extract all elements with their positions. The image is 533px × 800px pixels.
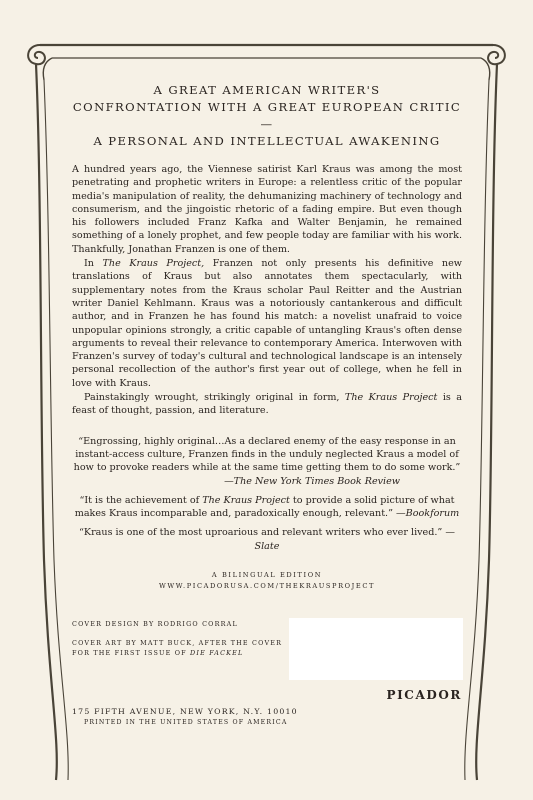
quote-slate: “Kraus is one of the most uproarious and relevant writers who ever lived.” —Slate	[79, 527, 455, 552]
frame-right-scroll	[488, 45, 505, 64]
back-cover-content	[72, 82, 462, 592]
book-title: The Kraus Project,	[102, 258, 205, 270]
quote-nyt: “Engrossing, highly original…As a declared enemy of the easy response in an instant-access culture, Franzen finds in the unduly neglected Kraus a model of how to provoke readers while at the same time getting them to do some work.” —The New York Times Book Review	[73, 435, 461, 487]
publisher-address: 175 FIFTH AVENUE, NEW YORK, N.Y. 10010	[72, 707, 298, 716]
headline-line-3: A PERSONAL AND INTELLECTUAL AWAKENING	[93, 134, 441, 148]
paragraph-1: A hundred years ago, the Viennese satirist Karl Kraus was among the most penetrating and prophetic writers in Europe: a relentless critic of the popular media's manipulation of reality, the dehumanizing machinery of technology and consumerism, and the jingoistic rhetoric of a fading empire. But even though his followers included Franz Kafka and Walter Benjamin, he remained something of a lonely prophet, and few people today are familiar with his work. Thankfully, Jonathan Franzen is one of them.	[72, 164, 462, 255]
frame-left-scroll	[28, 45, 45, 64]
book-title: The Kraus Project	[344, 392, 438, 404]
quote-source: Bookforum	[405, 508, 460, 520]
cover-design-credit: COVER DESIGN BY RODRIGO CORRAL	[72, 620, 238, 628]
paragraph-3: Painstakingly wrought, strikingly original in form, The Kraus Project is a feast of thought, passion, and literature.	[72, 392, 462, 417]
publisher-name: PICADOR	[386, 688, 462, 702]
quote-bookforum: “It is the achievement of The Kraus Project to provide a solid picture of what makes Kraus incomparable and, paradoxically enough, relevant.” —Bookforum	[74, 494, 460, 520]
edition-info	[72, 570, 462, 592]
cover-credits	[72, 619, 292, 659]
printed-in: PRINTED IN THE UNITED STATES OF AMERICA	[84, 719, 288, 726]
quote-source: —The New York Times Book Review	[224, 475, 400, 487]
paragraph-2: In The Kraus Project, Franzen not only presents his definitive new translations of Kraus but also annotates them spectacularly, with supplementary notes from the Kraus scholar Paul Reitter and the Austrian writer Daniel Kehlmann. Kraus was a notoriously cantankerous and difficult author, and in Franzen he has found his match: a novelist unafraid to voice unpopular opinions strongly, a critic capable of untangling Kraus's often dense arguments to reveal their relevance to contemporary America. Interwoven with Franzen's survey of today's cultural and technological landscape is an intensely personal recollection of the author's first year out of college, when he fell in love with Kraus.	[72, 258, 462, 389]
review-quotes	[72, 435, 462, 553]
headline-line-1: A GREAT AMERICAN WRITER'S	[153, 83, 381, 97]
blurb-body	[72, 163, 462, 418]
headline	[72, 82, 462, 150]
quote-source: Slate	[254, 540, 280, 552]
publisher-block	[72, 688, 462, 726]
headline-line-2: CONFRONTATION WITH A GREAT EUROPEAN CRITIC—	[72, 100, 462, 131]
barcode-area	[289, 618, 463, 680]
edition-label: A BILINGUAL EDITION	[211, 571, 323, 580]
edition-url: WWW.PICADORUSA.COM/THEKRAUSPROJECT	[159, 582, 375, 591]
cover-art-credit: COVER ART BY MATT BUCK, AFTER THE COVER FOR THE FIRST ISSUE OF DIE FACKEL	[72, 638, 283, 657]
